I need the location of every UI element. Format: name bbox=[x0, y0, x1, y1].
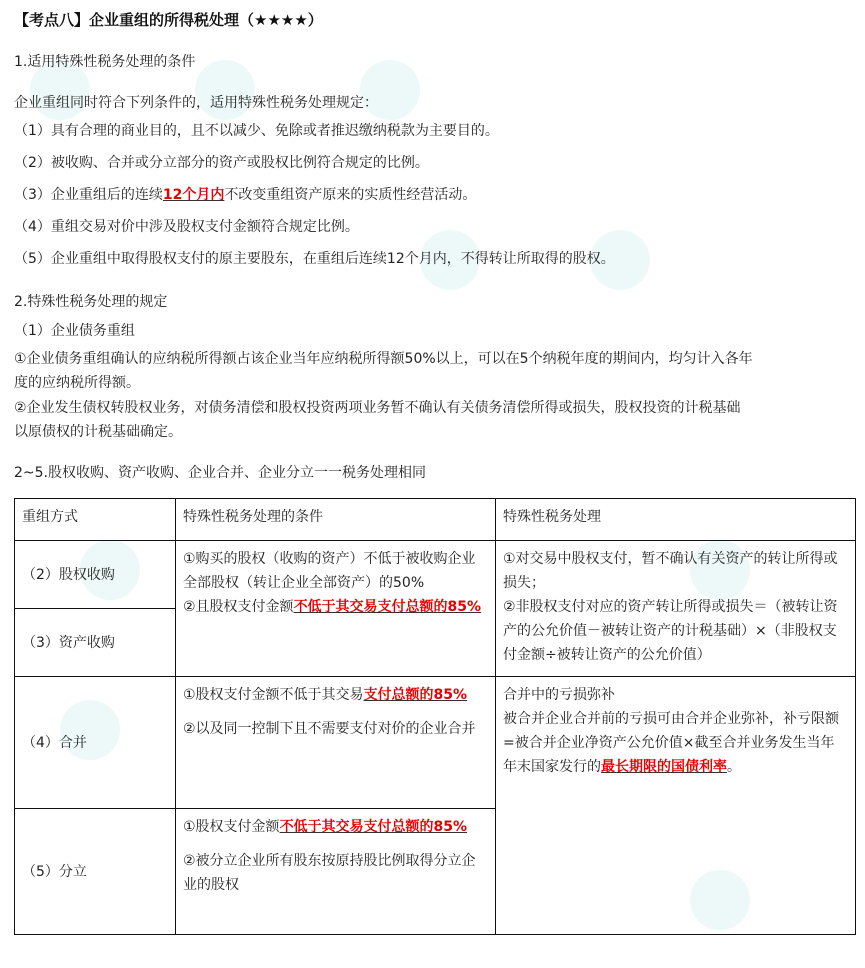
section1-intro: 企业重组同时符合下列条件的，适用特殊性税务处理规定： bbox=[14, 95, 378, 111]
paragraph: ①企业债务重组确认的应纳税所得额占该企业当年应纳税所得额50%以上，可以在5个纳税年度的期间内，均匀计入各年 bbox=[14, 351, 753, 367]
paragraph: 度的应纳税所得额。 bbox=[14, 375, 140, 391]
treatment-cell bbox=[496, 541, 856, 677]
highlight-text: 12个月内 bbox=[162, 187, 225, 203]
page-title: 【考点八】企业重组的所得税处理（★★★★） bbox=[14, 11, 323, 29]
row-label: （5）分立 bbox=[15, 809, 176, 935]
text: ①股权支付金额 bbox=[183, 819, 280, 835]
section2-sub: （1）企业债务重组 bbox=[14, 323, 135, 339]
highlight-text: 支付总额的85% bbox=[363, 687, 468, 703]
condition-cell bbox=[176, 809, 496, 935]
text: 。 bbox=[727, 759, 741, 775]
text bbox=[183, 595, 488, 619]
treatment-cell bbox=[496, 677, 856, 935]
paragraph: ②企业发生债权转股权业务，对债务清偿和股权投资两项业务暂不确认有关债务清偿所得或损失，股权投资的计税基础 bbox=[14, 400, 741, 416]
condition-item: （1）具有合理的商业目的，且不以减少、免除或者推迟缴纳税款为主要目的。 bbox=[14, 123, 499, 139]
header-cell: 重组方式 bbox=[15, 499, 176, 541]
row-label: （3）资产收购 bbox=[15, 609, 176, 677]
highlight-text: 不低于其交易支付总额的85% bbox=[293, 599, 482, 615]
section1-heading: 1.适用特殊性税务处理的条件 bbox=[14, 54, 196, 70]
text: ①股权支付金额不低于其交易 bbox=[183, 687, 364, 703]
section2-heading: 2.特殊性税务处理的规定 bbox=[14, 294, 168, 310]
text: （3）企业重组后的连续 bbox=[14, 187, 163, 203]
condition-item: （4）重组交易对价中涉及股权支付金额符合规定比例。 bbox=[14, 219, 359, 235]
text: ①购买的股权（收购的资产）不低于被收购企业全部股权（转让企业全部资产）的50% bbox=[183, 551, 476, 591]
condition-item: （5）企业重组中取得股权支付的原主要股东，在重组后连续12个月内，不得转让所取得的股权。 bbox=[14, 251, 615, 267]
table-intro: 2~5.股权收购、资产收购、企业合并、企业分立一一税务处理相同 bbox=[14, 465, 426, 481]
text: ②非股权支付对应的资产转让所得或损失＝（被转让资产的公允价值－被转让资产的计税基础）×（非股权支付金额÷被转让资产的公允价值） bbox=[503, 599, 838, 663]
condition-cell bbox=[176, 677, 496, 809]
paragraph: 以原债权的计税基础确定。 bbox=[14, 424, 182, 440]
row-label: （2）股权收购 bbox=[15, 541, 176, 609]
text: 合并中的亏损弥补 bbox=[503, 687, 615, 703]
text: 被合并企业合并前的亏损可由合并企业弥补，补亏限额=被合并企业净资产公允价值×截至合并业务发生当年年末国家发行的 bbox=[503, 711, 839, 775]
text: ②被分立企业所有股东按原持股比例取得分立企业的股权 bbox=[183, 853, 476, 893]
text: ②以及同一控制下且不需要支付对价的企业合并 bbox=[183, 721, 476, 737]
text: 不改变重组资产原来的实质性经营活动。 bbox=[224, 187, 477, 203]
text: ②且股权支付金额 bbox=[183, 599, 294, 615]
row-label: （4）合并 bbox=[15, 677, 176, 809]
text: ①对交易中股权支付，暂不确认有关资产的转让所得或损失； bbox=[503, 551, 838, 591]
reorganization-table bbox=[14, 498, 856, 935]
header-cell: 特殊性税务处理 bbox=[496, 499, 856, 541]
table-row bbox=[15, 541, 856, 609]
header-cell: 特殊性税务处理的条件 bbox=[176, 499, 496, 541]
condition-item bbox=[14, 185, 476, 205]
highlight-text: 不低于其交易支付总额的85% bbox=[279, 819, 468, 835]
table-row bbox=[15, 677, 856, 809]
table-header-row bbox=[15, 499, 856, 541]
condition-item: （2）被收购、合并或分立部分的资产或股权比例符合规定的比例。 bbox=[14, 155, 429, 171]
text bbox=[183, 815, 488, 839]
text bbox=[503, 707, 848, 779]
condition-cell bbox=[176, 541, 496, 677]
text bbox=[183, 683, 488, 707]
highlight-text: 最长期限的国债利率 bbox=[601, 759, 727, 775]
